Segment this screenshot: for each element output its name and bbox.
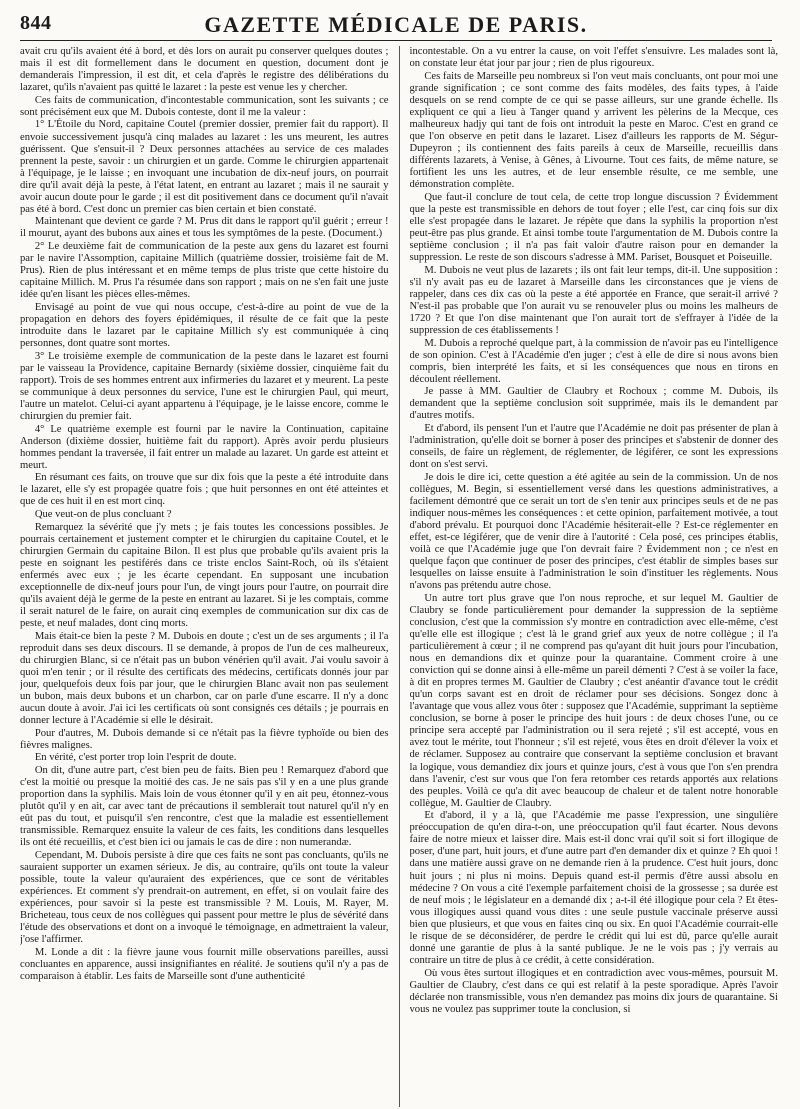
left-column xyxy=(20,46,389,1107)
paragraph: Où vous êtes surtout illogiques et en contradiction avec vous-mêmes, poursuit M. Gaultier de Claubry, c'est dans ce qui est relatif à la peste sporadique. Après l'avoir déclarée non transmissible, vous n'en demandez pas moins dix jours de quarantaine. Si vous ne voulez pas supprimer toute la conclusion, si xyxy=(409,967,778,1015)
paragraph: Un autre tort plus grave que l'on nous reproche, et sur lequel M. Gaultier de Claubry se fonde particulièrement pour demander la suppression de la septième conclusion, c'est que la commission s'y montre en contradiction avec elle-même, c'est qu'elle elle est illogique ; c'est là le grand grief aux yeux de notre collègue ; il l'a particulièrement à cœur ; il ne comprend pas qu'ayant dit huit jours pour l'incubation, nous en demandions dix et quinze pour la quarantaine. Comment croire à une conviction qui se donne ainsi à elle-même un pareil démenti ? C'est à se voiler la face, à dit en propres termes M. Gaultier de Claubry ; c'est anéantir d'avance tout le crédit qu'un corps savant est en droit de réclamer pour ses décisions. Songez donc à l'avantage que vous allez vous ôter : supposez que l'Académie, supprimant la septième conclusion, se borne à poser le principe des huit jours : de deux choses l'une, ou ce principe sera accepté par l'administration ou il sera rejeté ; s'il est accepté, vous en avez tout le mérite, tout l'honneur ; s'il est rejeté, vous êtes en droit d'élever la voix et de réclamer. Supposez au contraire que conservant la septième conclusion et bravant la logique, vous demandiez dix jours et quinze jours, c'est à vous que l'on s'en prendra dans l'avenir, c'est sur vous que l'on fera retomber ces retards apportés aux relations des peuples. Voilà ce qu'a dit avec beaucoup de chaleur et de talent notre honorable collègue, M. Gaultier de Claubry. xyxy=(409,592,778,809)
paragraph: M. Londe a dit : la fièvre jaune vous fournit mille observations pareilles, aussi concluantes en apparence, aussi insignifiantes en réalité. Je soutiens qu'il n'y a pas de comparaison à établir. Les faits de Marseille sont d'une authenticité xyxy=(20,946,389,983)
paragraph: Je dois le dire ici, cette question a été agitée au sein de la commission. Un de nos collègues, M. Begin, si essentiellement versé dans les questions administratives, a facilement démontré que ce serait un tort de s'en tenir aux principes seuls et de ne pas indiquer nous-mêmes les conséquences : et cette opinion, parfaitement motivée, a tout d'abord prévalu. Et pourquoi donc l'Académie hésiterait-elle ? Est-ce réglementer en effet, est-ce légiférer, que de venir dire à l'autorité : Cela posé, ces principes établis, voilà ce que l'Académie juge que l'on devrait faire ? Évidemment non ; ce n'est en quelque façon que continuer de poser des principes, c'est établir de simples bases sur lesquelles on laisse ensuite à l'administration le soin d'instituer les règlements. Nous n'avons pas prétendu autre chose. xyxy=(409,471,778,592)
paragraph: En vérité, c'est porter trop loin l'esprit de doute. xyxy=(34,752,237,764)
paragraph: Remarquez la sévérité que j'y mets ; je fais toutes les concessions possibles. Je pourrais certainement et justement compter et le chirurgien du capitaine Coutel, et le chirurgien Germain du capitaine Bilon. Il est plus que probable qu'ils avaient pris la peste en soignant les pestiférés dans ce triste enclos Saint-Roch, où ils s'étaient enfermés avec eux ; je les écarte cependant. En supposant une incubation exceptionnelle de dix-neuf jours pour l'un, de vingt jours pour l'autre, on pourrait dire qu'ils avaient déjà le germe de la peste en entrant au lazaret. Si je les comptais, comme il serait naturel de le faire, on aurait cinq exemples de communication sur dix cas de peste, et neuf malades, dont cinq morts. xyxy=(20,521,389,630)
right-column xyxy=(410,46,779,1107)
text-columns xyxy=(20,46,778,1107)
paragraph: On dit, d'une autre part, c'est bien peu de faits. Bien peu ! Remarquez d'abord que c'est la moitié ou presque la moitié des cas. Je ne sais pas s'il y en a une plus grande proportion dans la syphilis. Mais loin de vous étonner qu'il y en ait peu, étonnez-vous plutôt qu'il y en ait, car avec tant de précautions il semblerait tout naturel qu'il n'y en eût pas du tout, et puisqu'il s'en rencontre, c'est que la maladie est essentiellement transmissible. Remarquez ensuite la valeur de ces faits, les conditions dans lesquelles ils ont été recueillis, et c'est bien ici ou jamais le cas de dire : non numerandæ. xyxy=(20,765,389,849)
paragraph: Pour d'autres, M. Dubois demande si ce n'était pas la fièvre typhoïde ou bien des fièvres malignes. xyxy=(20,727,389,751)
paragraph: 3° Le troisième exemple de communication de la peste dans le lazaret est fourni par le vaisseau la Providence, capitaine Bernardy (sixième dossier, cinquième fait du rapport). Trois de ses hommes entrent aux infirmeries du lazaret et y meurent. La peste se communique à deux personnes du service, l'une est le chirurgien Paul, qui meurt, l'autre un matelot. Celui-ci ayant appartenu à l'équipage, je le laisse encore, comme le chirurgien du premier fait. xyxy=(20,350,389,422)
page-header xyxy=(20,6,772,41)
paragraph: Et d'abord, il y a là, que l'Académie me passe l'expression, une singulière préoccupation de qu'en dira-t-on, une préoccupation qu'il faut écarter. Nous devons faire de notre mieux et laisser dire. Mais est-il donc vrai qu'il soit si fort illogique de poser, d'une part, huit jours, et d'une autre part d'en demander dix et quinze ? Eh quoi ! dans une matière aussi grave on ne demande rien à la prudence. C'est huit jours, donc huit jours ; ni plus ni moins. Depuis quand est-il permis d'être aussi absolu en médecine ? On vous a cité l'exemple parfaitement choisi de la grossesse ; sa durée est de neuf mois ; le législateur en a demandé dix ; a-t-il été illogique pour cela ? Et êtes-vous illogiques aussi quand vous dites : une seule pustule vaccinale préserve aussi bien que plusieurs, et que vous en faites cinq ou six. En quoi l'Académie courrait-elle le risque de se déconsidérer, de perdre le crédit qui lui est dû, parce qu'elle aurait donné une garantie de plus à la santé publique. Je ne le vois pas ; j'y verrais au contraire un titre de plus à ce crédit, à cette considération. xyxy=(409,810,778,966)
paragraph: incontestable. On a vu entrer la cause, on voit l'effet s'ensuivre. Les malades sont là, on constate leur état jour par jour ; rien de plus rigoureux. xyxy=(409,46,778,70)
paragraph: Cependant, M. Dubois persiste à dire que ces faits ne sont pas concluants, qu'ils ne sauraient supporter un examen sérieux. Je dis, au contraire, qu'ils ont toute la valeur possible, toute la valeur qu'auraient des expériences, que ce sont de véritables expériences. Et comment s'y prendrait-on autrement, en effet, si on voulait faire des expériences, pour savoir si la peste est transmissible ? M. Louis, M. Rayer, M. Bricheteau, tous ceux de nos collègues qui passent pour mettre le plus de sévérité dans l'étude des observations et dont on a invoqué le témoignage, en admettraient la valeur, j'ose l'affirmer. xyxy=(20,850,389,946)
page-number: 844 xyxy=(20,12,52,34)
paragraph: Je passe à MM. Gaultier de Claubry et Rochoux ; comme M. Dubois, ils demandent que la septième conclusion soit supprimée, mais ils le demandent par d'autres motifs. xyxy=(409,386,778,422)
paragraph: Maintenant que devient ce garde ? M. Prus dit dans le rapport qu'il guérit ; erreur ! il mourut, ayant des bubons aux aines et tous les symptômes de la peste. (Document.) xyxy=(20,216,389,240)
paragraph: Ces faits de Marseille peu nombreux si l'on veut mais concluants, ont pour moi une grande signification ; ce sont comme des faits modèles, des faits types, à l'aide desquels on se rend compte de ce qui se passe ailleurs, sur une grande échelle. Ils expliquent ce qui a lieu à Tanger quand y arrivent les pèlerins de la Mecque, ces malheureux hadjy qui tant de fois ont introduit la peste en Maroc. C'est en grand ce que l'on observe en petit dans le lazaret. Lisez d'ailleurs les rapports de M. Ségur-Dupeyron ; ils contiennent des faits pareils à ceux de Marseille, recueillis dans différents lazarets, à Venise, à Gênes, à Livourne. Tout ces faits, de même nature, se fortifient les uns les autres, et de leur ensemble résulte, ce me semble, une démonstration complète. xyxy=(409,70,778,191)
paragraph: Que veut-on de plus concluant ? xyxy=(34,509,172,521)
paragraph: 2° Le deuxième fait de communication de la peste aux gens du lazaret est fourni par le navire l'Assomption, capitaine Millich (quatrième dossier, troisième fait de M. Prus). Rien de plus intéressant et en même temps de plus triste que cette histoire du capitaine Millich. M. Prus l'a résumée dans son rapport ; mais on ne s'en fait une juste idée qu'en lisant les pièces elles-mêmes. xyxy=(20,241,389,301)
paragraph: Mais était-ce bien la peste ? M. Dubois en doute ; c'est un de ses arguments ; il l'a reproduit dans ses deux discours. Il se demande, à propos de l'un de ces malheureux, du chirurgien Blanc, si ce n'était pas un bubon vénérien qu'il avait. J'ai voulu savoir à quoi m'en tenir ; or il résulte des certificats des médecins, certificats donnés jour par jour, quelquefois deux fois par jour, que le chirurgien Blanc avait non pas seulement un bubon, mais deux bubons et un charbon, car on parle d'une escarre. Il n'y a donc aucun doute à avoir. J'ai ici les certificats où sont consignés ces détails ; je pourrais en donner lecture à l'Académie si elle le désirait. xyxy=(20,630,389,727)
running-title: GAZETTE MÉDICALE DE PARIS. xyxy=(204,12,588,37)
paragraph: M. Dubois a reproché quelque part, à la commission de n'avoir pas eu l'intelligence de son opinion. C'est à l'Académie d'en juger ; c'est à elle de dire si nous avons bien compris, bien interprété les faits, et si les conséquences que nous en tirons en découlent réellement. xyxy=(409,337,778,385)
paragraph: Et d'abord, ils pensent l'un et l'autre que l'Académie ne doit pas présenter de plan à l'administration, qu'elle doit se borner à poser des principes et s'abstenir de donner des conseils, de faire un règlement, de réglementer, de légiférer, ce sont les expressions dont on s'est servi. xyxy=(409,423,778,471)
paragraph: Ces faits de communication, d'incontestable communication, sont les suivants ; ce sont précisément eux que M. Dubois conteste, dont il me la valeur : xyxy=(20,94,389,118)
paragraph: M. Dubois ne veut plus de lazarets ; ils ont fait leur temps, dit-il. Une supposition : s'il n'y avait pas eu de lazaret à Marseille dans les circonstances que je viens de rappeler, dans ces dix cas où la peste a été apportée en France, que serait-il arrivé ? N'est-il pas probable que l'on aurait vu se renouveler plus ou moins les malheurs de 1720 ? Et que l'on dise maintenant que l'on aurait tort de s'effrayer à l'idée de la suppression de ces établissements ! xyxy=(409,264,778,336)
paragraph: 4° Le quatrième exemple est fourni par le navire la Continuation, capitaine Anderson (dixième dossier, huitième fait du rapport). Après avoir perdu plusieurs hommes pendant la traversée, il fait entrer un malade au lazaret. Un garde est atteint et meurt. xyxy=(20,423,389,471)
paragraph: avait cru qu'ils avaient été à bord, et dès lors on aurait pu conserver quelques doutes ; mais il est dit formellement dans le document en question, document dont je demanderais l'impression, il est dit, et cela d'après le registre des délibérations du lazaret, qu'ils n'avaient pas quitté le lazaret : la peste est venue les y chercher. xyxy=(20,46,389,94)
paragraph: 1° L'Étoile du Nord, capitaine Coutel (premier dossier, premier fait du rapport). Il envoie successivement jusqu'à cinq malades au lazaret : les uns meurent, les autres guérissent. Que s'ensuit-il ? Deux personnes attachées au service de ces malades prennent la peste, savoir : un chirurgien et un garde. Comme le chirurgien appartenait à l'équipage, je le laisse ; en invoquant une incubation de dix-neuf jours, on pourrait dire qu'il avait déjà la peste, à l'état latent, en entrant au lazaret ; mais il ne saurait y avoir aucun doute pour le garde ; il est dit positivement dans ce document qu'il n'avait pas été à bord. C'est donc un premier cas bien certain et bien constaté. xyxy=(20,119,389,215)
paragraph: Envisagé au point de vue qui nous occupe, c'est-à-dire au point de vue de la propagation en dehors des foyers épidémiques, il résulte de ce fait que la peste introduite dans le lazaret par le capitaine Millich s'y est communiquée à cinq personnes, dont quatre sont mortes. xyxy=(20,301,389,350)
column-divider xyxy=(399,46,400,1107)
paragraph: En résumant ces faits, on trouve que sur dix fois que la peste a été introduite dans le lazaret, elle s'y est propagée quatre fois ; que huit personnes en ont été atteintes et que de ces huit il en est mort cinq. xyxy=(20,472,389,508)
paragraph: Que faut-il conclure de tout cela, de cette trop longue discussion ? Évidemment que la peste est transmissible en dehors de tout foyer ; elle l'est, car cinq fois sur dix elle s'est propagée dans le lazaret. Je répète que dans la syphilis la proportion n'est peut-être pas plus grande. Et ainsi tombe toute l'argumentation de M. Dubois contre la septième conclusion ; il n'a pas fait valoir d'autre raison pour en demander la suppression. Le reste de son discours s'adresse à MM. Pariset, Bousquet et Poiseuille. xyxy=(409,191,778,263)
